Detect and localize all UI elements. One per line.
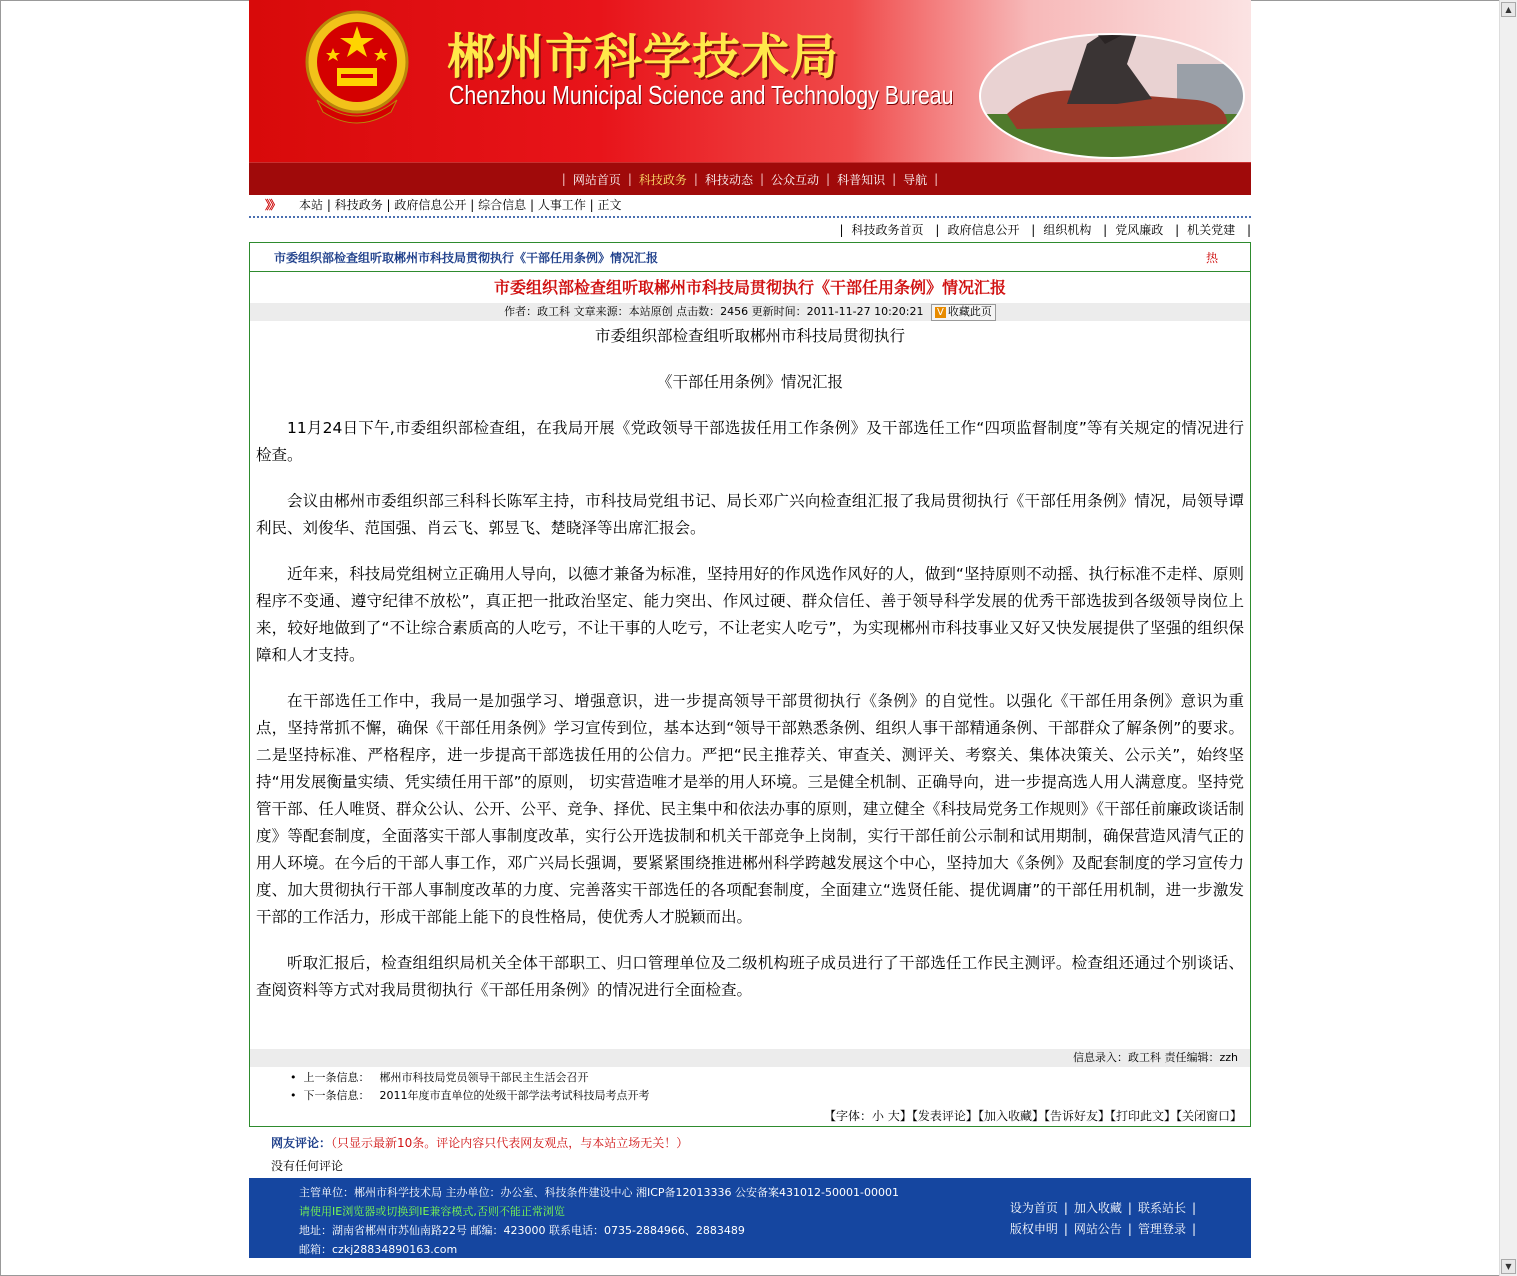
site-subtitle: Chenzhou Municipal Science and Technology Bureau bbox=[449, 80, 954, 110]
admin-login-link[interactable]: 管理登录 bbox=[1137, 1222, 1186, 1236]
article-body bbox=[256, 323, 1244, 1023]
scroll-down-icon[interactable]: ▼ bbox=[1501, 1259, 1516, 1274]
article-paragraph: 近年来，科技局党组树立正确用人导向，以德才兼备为标准，坚持用好的作风选作风好的人，做到“坚持原则不动摇、执行标准不走样、原则程序不变通、遵守纪律不放松”，真正把一批政治坚定、能力突出、作风过硬、群众信任、善于领导科学发展的优秀干部选拔到各级领导岗位上来，较好地做到了“不让综合素质高的人吃亏，不让干事的人吃亏，不让老实人吃亏”，为实现郴州市科技事业又好又快发展提供了坚强的组织保障和人才支持。 bbox=[256, 565, 1244, 664]
add-favorite-link[interactable]: 加入收藏 bbox=[1073, 1201, 1122, 1215]
tell-friend-button[interactable]: 【告诉好友】 bbox=[1043, 1109, 1110, 1123]
breadcrumb-item[interactable]: 本站 bbox=[299, 198, 324, 212]
article-heading-2: 《干部任用条例》情况汇报 bbox=[656, 373, 843, 391]
hot-badge: 热 bbox=[1205, 251, 1218, 265]
bookmark-button[interactable]: V 收藏此页 bbox=[931, 304, 996, 321]
post-comment-button[interactable]: 【发表评论】 bbox=[911, 1109, 978, 1123]
nav-separator: | bbox=[892, 172, 897, 186]
breadcrumb-item[interactable]: 政府信息公开 bbox=[394, 198, 467, 212]
add-favorite-button[interactable]: 【加入收藏】 bbox=[977, 1109, 1044, 1123]
article-tools: 【字体：小 大】【发表评论】【加入收藏】【告诉好友】【打印此文】【关闭窗口】 bbox=[824, 1109, 1242, 1123]
article-paragraph: 听取汇报后，检查组组织局机关全体干部职工、归口管理单位及二级机构班子成员进行了干部选任工作民主测评。检查组还通过个别谈话、查阅资料等方式对我局贯彻执行《干部任用条例》的情况进行全面检查。 bbox=[256, 954, 1244, 999]
scroll-up-icon[interactable]: ▲ bbox=[1501, 2, 1516, 17]
sculpture-photo bbox=[977, 4, 1247, 160]
next-label: 下一条信息： bbox=[303, 1089, 370, 1102]
font-large-button[interactable]: 大 bbox=[887, 1109, 900, 1123]
article-paragraph: 会议由郴州市委组织部三科科长陈军主持，市科技局党组书记、局长邓广兴向检查组汇报了我局贯彻执行《干部任用条例》情况，局领导谭利民、刘俊华、范国强、肖云飞、郭昱飞、楚晓泽等出席汇报会。 bbox=[256, 492, 1244, 537]
nav-separator: | bbox=[934, 172, 939, 186]
subnav-info-public[interactable]: 政府信息公开 bbox=[947, 223, 1020, 237]
article-meta bbox=[250, 303, 1250, 321]
footer-address: 地址：湖南省郴州市苏仙南路22号 邮编：423000 联系电话：0735-2884966、2883489 bbox=[299, 1224, 745, 1237]
nav-separator: | bbox=[561, 172, 566, 186]
article-box-header bbox=[250, 243, 1250, 272]
nav-item-gov-affairs[interactable]: 科技政务 bbox=[638, 172, 687, 187]
comments-label: 网友评论： bbox=[271, 1136, 332, 1150]
main-nav bbox=[249, 162, 1251, 195]
article-box bbox=[249, 242, 1251, 1127]
editor-info-bar bbox=[250, 1049, 1250, 1067]
nav-item-guide[interactable]: 导航 bbox=[903, 172, 928, 187]
contact-admin-link[interactable]: 联系站长 bbox=[1137, 1201, 1186, 1215]
article-box-title: 市委组织部检查组听取郴州市科技局贯彻执行《干部任用条例》情况汇报 bbox=[274, 251, 659, 265]
site-banner bbox=[249, 0, 1251, 162]
nav-separator: | bbox=[693, 172, 698, 186]
nav-separator: | bbox=[627, 172, 632, 186]
site-footer: 主管单位：郴州市科学技术局 主办单位：办公室、科技条件建设中心 湘ICP备12013336 公安备案431012-50001-00001 请使用IE浏览器或切换到IE兼容模式,否则不能正常浏览 地址：湖南省郴州市苏仙南路22号 邮编：423000 联系电话：0735-2884966、2883489 邮箱：czkj28834890163.com 设为首页 | 加入收藏 | 联系站长 | 版权申明 | 网站公告 | 管理登录 | bbox=[249, 1178, 1251, 1258]
article-title: 市委组织部检查组听取郴州市科技局贯彻执行《干部任用条例》情况汇报 bbox=[493, 278, 1006, 297]
announcements-link[interactable]: 网站公告 bbox=[1073, 1222, 1122, 1236]
breadcrumb-current: 正文 bbox=[597, 198, 622, 212]
article-paragraph: 在干部选任工作中，我局一是加强学习、增强意识，进一步提高领导干部贯彻执行《条例》的自觉性。以强化《干部任用条例》意识为重点，坚持常抓不懈，确保《干部任用条例》学习宣传到位，基本达到“领导干部熟悉条例、组织人事干部精通条例、干部群众了解条例”的要求。二是坚持标准、严格程序，进一步提高干部选拔任用的公信力。严把“民主推荐关、审查关、测评关、考察关、集体决策关、公示关”，始终坚持“用发展衡量实绩、凭实绩任用干部”的原则， 切实营造唯才是举的用人环境。三是健全机制、正确导向，进一步提高选人用人满意度。坚持党管干部、任人唯贤、群众公认、公开、公平、竞争、择优、民主集中和依法办事的原则，建立健全《科技局党务工作规则》《干部任前廉政谈话制度》等配套制度，全面落实干部人事制度改革，实行公开选拔制和机关干部竞争上岗制，实行干部任前公示制和试用期制，确保营造风清气正的用人环境。在今后的干部人事工作，邓广兴局长强调，要紧紧围绕推进郴州科学跨越发展这个中心，坚持加大《条例》及配套制度的学习宣传力度、加大贯彻执行干部人事制度改革的力度、完善落实干部选任的各项配套制度，全面建立“选贤任能、提优调庸”的干部任用机制，进一步激发干部的工作活力，形成干部能上能下的良性格局，使优秀人才脱颖而出。 bbox=[256, 692, 1244, 926]
article-meta-text: 作者：政工科 文章来源：本站原创 点击数：2456 更新时间：2011-11-27 10:20:21 bbox=[504, 305, 924, 318]
footer-email: 邮箱：czkj28834890163.com bbox=[299, 1243, 458, 1256]
nav-separator: | bbox=[759, 172, 765, 186]
comments-header bbox=[271, 1134, 688, 1151]
sub-nav: | 科技政务首页 | 政府信息公开 | 组织机构 | 党风廉政 | 机关党建 | bbox=[839, 223, 1251, 237]
nav-item-news[interactable]: 科技动态 bbox=[704, 172, 753, 187]
copyright-link[interactable]: 版权申明 bbox=[1009, 1222, 1058, 1236]
prev-article-link[interactable]: 郴州市科技局党员领导干部民主生活会召开 bbox=[379, 1071, 589, 1084]
breadcrumb-item[interactable]: 人事工作 bbox=[537, 198, 586, 212]
prev-label: 上一条信息： bbox=[303, 1071, 370, 1084]
dotted-divider bbox=[249, 216, 1251, 218]
comments-note: （只显示最新10条。评论内容只代表网友观点，与本站立场无关！） bbox=[331, 1136, 689, 1150]
nav-item-science-knowledge[interactable]: 科普知识 bbox=[837, 172, 886, 187]
nav-item-interaction[interactable]: 公众互动 bbox=[771, 172, 820, 187]
adjacent-articles: • 上一条信息： 郴州市科技局党员领导干部民主生活会召开 • 下一条信息： 2011年度市直单位的处级干部学法考试科技局考点开考 bbox=[290, 1071, 650, 1102]
set-homepage-link[interactable]: 设为首页 bbox=[1009, 1201, 1058, 1215]
subnav-organization[interactable]: 组织机构 bbox=[1043, 223, 1092, 237]
bookmark-icon: V bbox=[936, 307, 944, 318]
no-comments-text: 没有任何评论 bbox=[271, 1159, 344, 1173]
next-article-link[interactable]: 2011年度市直单位的处级干部学法考试科技局考点开考 bbox=[379, 1089, 650, 1102]
print-button[interactable]: 【打印此文】 bbox=[1109, 1109, 1176, 1123]
nav-separator: | bbox=[826, 172, 831, 186]
footer-sponsor: 主管单位：郴州市科学技术局 主办单位：办公室、科技条件建设中心 湘ICP备12013336 公安备案431012-50001-00001 bbox=[299, 1186, 899, 1199]
article-heading-1: 市委组织部检查组听取郴州市科技局贯彻执行 bbox=[594, 327, 905, 345]
nav-item-home[interactable]: 网站首页 bbox=[572, 172, 621, 187]
font-small-button[interactable]: 小 bbox=[872, 1109, 885, 1123]
footer-browser-note: 请使用IE浏览器或切换到IE兼容模式,否则不能正常浏览 bbox=[299, 1205, 565, 1218]
subnav-gov-home[interactable]: 科技政务首页 bbox=[851, 223, 924, 237]
breadcrumb-item[interactable]: 综合信息 bbox=[478, 198, 527, 212]
subnav-integrity[interactable]: 党风廉政 bbox=[1115, 223, 1164, 237]
breadcrumb-item[interactable]: 科技政务 bbox=[334, 198, 383, 212]
national-emblem-icon bbox=[303, 8, 411, 132]
vertical-scrollbar[interactable] bbox=[1499, 0, 1517, 1276]
editor-info: 信息录入：政工科 责任编辑：zzh bbox=[1072, 1051, 1238, 1064]
site-title: 郴州市科学技术局 bbox=[447, 29, 840, 85]
article-paragraph: 11月24日下午,市委组织部检查组，在我局开展《党政领导干部选拔任用工作条例》及干部选任工作“四项监督制度”等有关规定的情况进行检查。 bbox=[256, 419, 1244, 464]
breadcrumb: 》》 本站 | 科技政务 | 政府信息公开 | 综合信息 | 人事工作 | 正文 bbox=[249, 195, 1251, 215]
double-chevron-icon: 》》 bbox=[265, 198, 280, 212]
subnav-party-building[interactable]: 机关党建 bbox=[1187, 223, 1236, 237]
close-window-button[interactable]: 【关闭窗口】 bbox=[1175, 1109, 1242, 1123]
